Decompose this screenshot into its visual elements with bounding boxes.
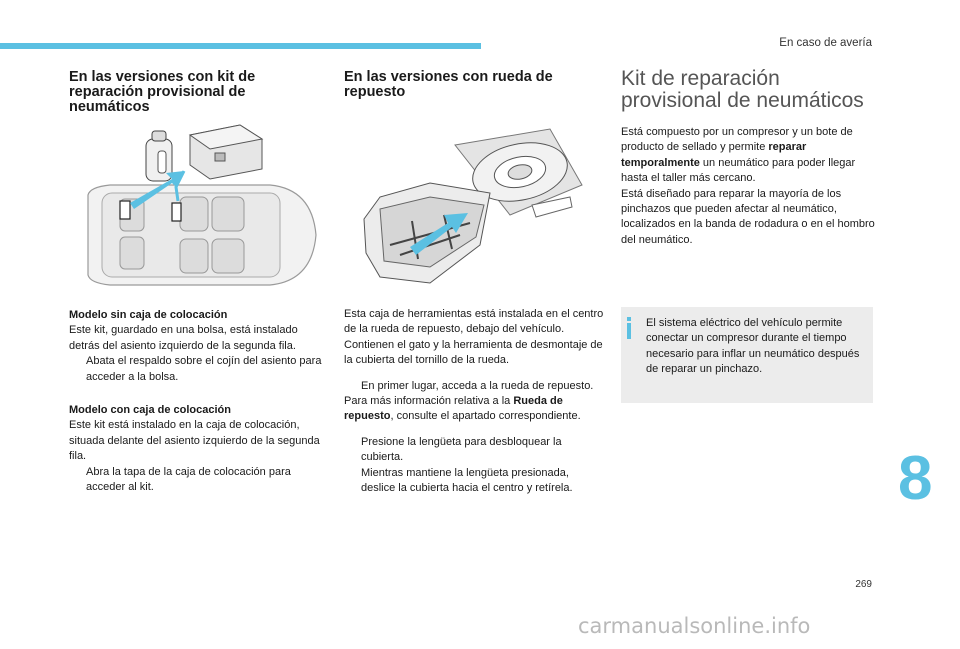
column-kit-description: [621, 68, 877, 112]
bullet1: En primer lugar, acceda a la rueda de repuesto.: [361, 379, 594, 392]
spare-wheel-text: [344, 307, 606, 496]
bullet-icon: [344, 379, 361, 394]
bullet-icon: [344, 435, 361, 466]
bullet-item: [344, 466, 606, 497]
bullet2: Presione la lengüeta para desbloquear la cubierta.: [361, 435, 562, 464]
watermark: carmanualsonline.info: [578, 614, 811, 638]
bullet3: Mientras mantiene la lengüeta presionada, deslice la cubierta hacia el centro y retírela.: [361, 466, 573, 495]
model2-text: Este kit está instalado en la caja de colocación, situada delante del asiento izquierdo de la segunda fila.: [69, 419, 320, 463]
section-title-kit: En las versiones con kit de reparación provisional de neumáticos: [69, 69, 256, 115]
info-box: [621, 307, 873, 403]
model1-title: Modelo sin caja de colocación: [69, 309, 228, 321]
reference-text: Para más información relativa a la Rueda de repuesto, consulte el apartado correspondiente.: [344, 395, 581, 423]
chapter-title: En caso de avería: [779, 37, 872, 49]
chapter-number: 8: [898, 444, 933, 513]
spare-wheel-toolbox-illustration: [360, 127, 585, 285]
kit-title: Kit de reparación provisional de neumáticos: [621, 67, 864, 112]
kit-paragraph-2: Está diseñado para reparar la mayoría de los pinchazos que pueden afectar al neumático, localizados en la banda de rodadura o en el hombro del neumático.: [621, 187, 875, 246]
bullet-item: [69, 354, 329, 385]
model1-text: Este kit, guardado en una bolsa, está instalado detrás del asiento izquierdo de la segunda fila.: [69, 324, 298, 352]
column-kit-repair: [69, 70, 329, 115]
model1-bullet: Abata el respaldo sobre el cojín del asiento para acceder a la bolsa.: [86, 355, 322, 383]
bullet-icon: [69, 465, 86, 496]
page-number: 269: [855, 579, 872, 590]
header-accent-bar: [0, 43, 481, 49]
model-with-box: [69, 403, 329, 495]
column-spare-wheel: [344, 70, 606, 100]
model2-title: Modelo con caja de colocación: [69, 404, 231, 416]
kit-description: [621, 125, 877, 248]
section-title-spare: En las versiones con rueda de repuesto: [344, 69, 553, 100]
model-without-box: [69, 308, 329, 385]
car-kit-illustration: [80, 117, 320, 287]
info-text: El sistema eléctrico del vehículo permite conectar un compresor durante el tiempo necesario para inflar un neumático después de reparar un pinchazo.: [646, 317, 860, 376]
bullet-item: [344, 435, 606, 466]
bullet-icon: [344, 466, 361, 497]
kit-paragraph-1: Está compuesto por un compresor y un bote de producto de sellado y permite reparar temporalmente un neumático para poder llegar hasta el taller más cercano.: [621, 126, 856, 185]
model2-bullet: Abra la tapa de la caja de colocación para acceder al kit.: [86, 465, 291, 494]
info-icon: [627, 317, 631, 339]
intro2: Contienen el gato y la herramienta de desmontaje de la cubierta del tornillo de la rueda.: [344, 338, 603, 367]
bullet-icon: [69, 354, 86, 385]
intro1: Esta caja de herramientas está instalada en el centro de la rueda de repuesto, debajo del vehículo.: [344, 308, 604, 336]
bullet-item: [69, 465, 329, 496]
bullet-item: [344, 379, 606, 394]
